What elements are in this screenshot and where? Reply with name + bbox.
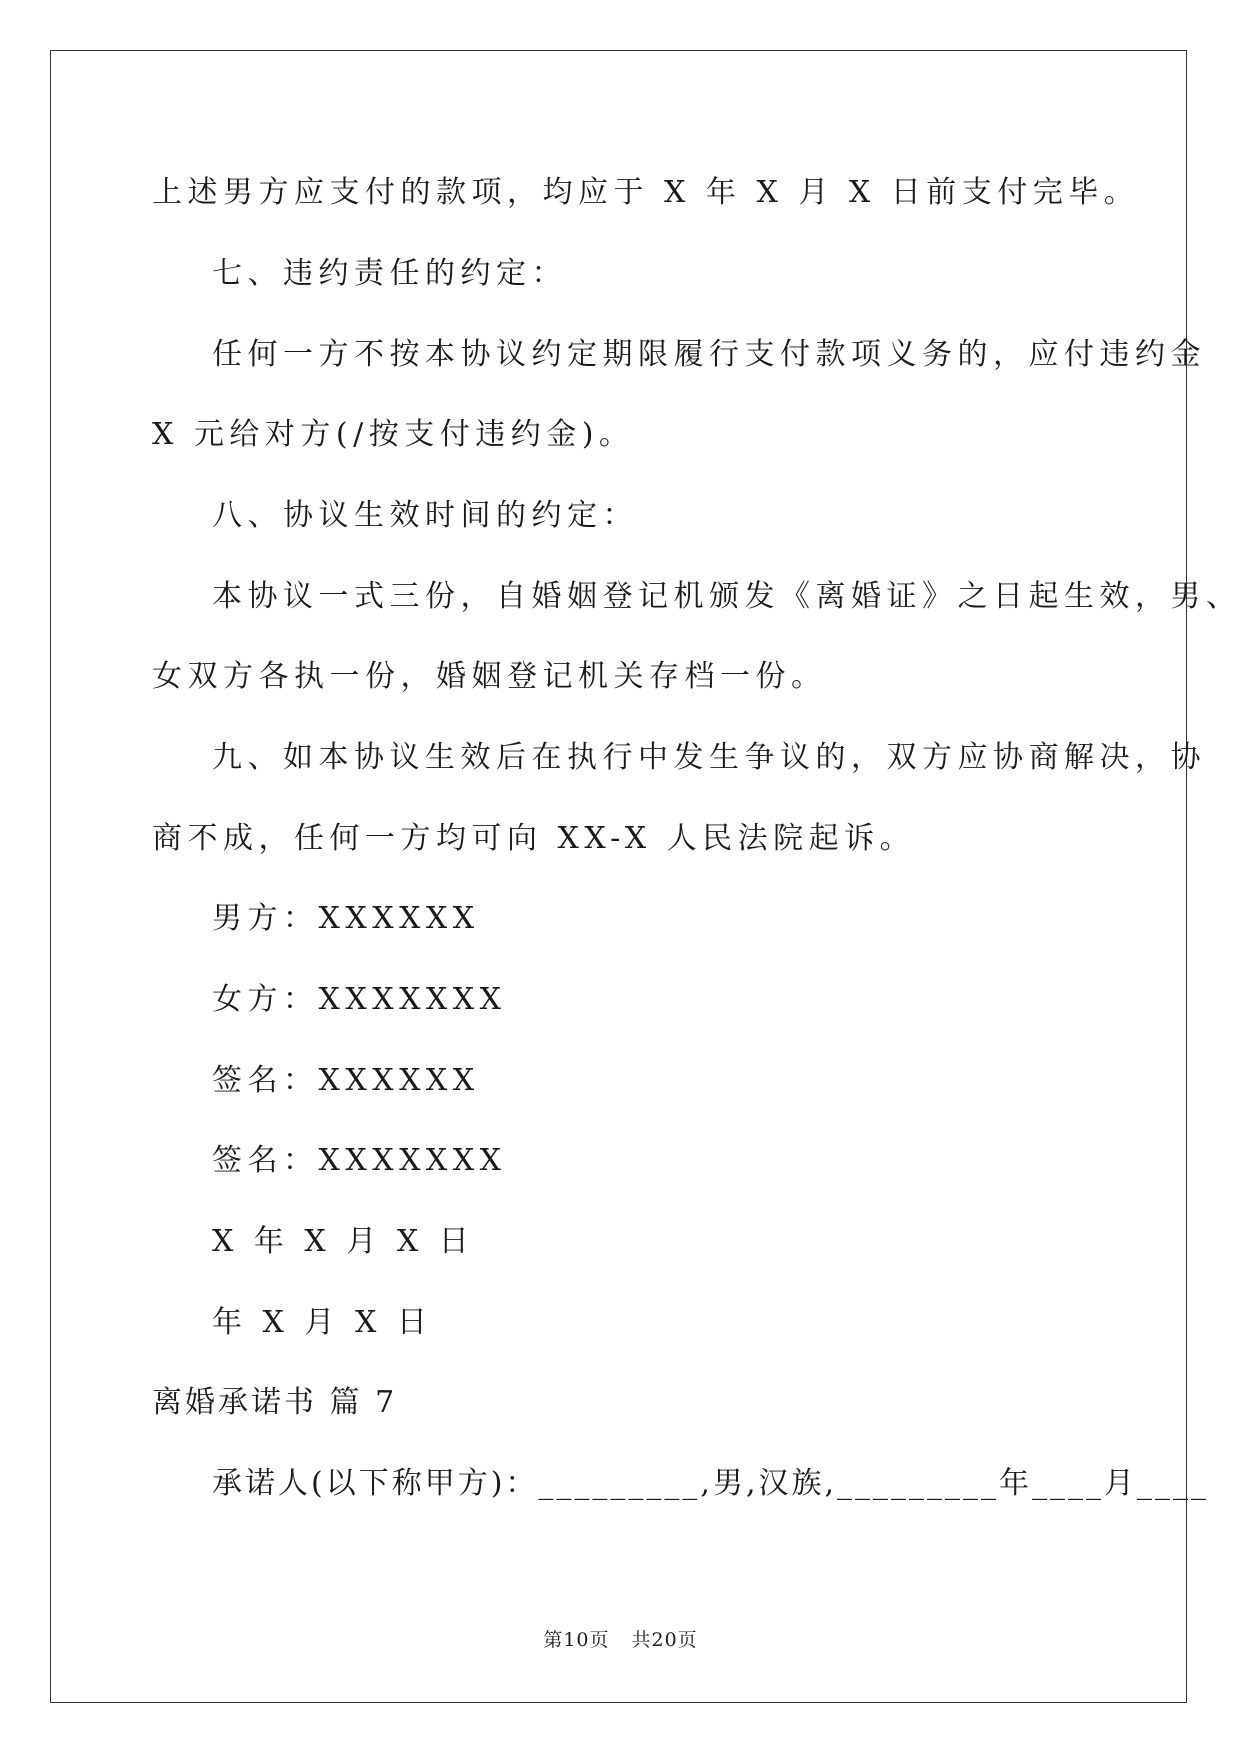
page-border bbox=[50, 50, 1187, 1703]
text-line: 商不成，任何一方均可向 XX-X 人民法院起诉。 bbox=[152, 821, 916, 856]
text-line: 女双方各执一份，婚姻登记机关存档一份。 bbox=[152, 659, 827, 694]
text-line: 承诺人(以下称甲方)：_________,男,汉族,_________年____月____ bbox=[212, 1466, 1210, 1501]
section-heading: 离婚承诺书 篇 7 bbox=[152, 1385, 398, 1420]
text-line: 任何一方不按本协议约定期限履行支付款项义务的，应付违约金 bbox=[212, 337, 1206, 372]
text-line: 男方：XXXXXX bbox=[212, 901, 480, 936]
text-line: 女方：XXXXXXX bbox=[212, 982, 507, 1017]
text-line: X 年 X 月 X 日 bbox=[212, 1224, 475, 1259]
text-line: 本协议一式三份，自婚姻登记机颁发《离婚证》之日起生效，男、 bbox=[212, 579, 1241, 614]
text-line: 九、如本协议生效后在执行中发生争议的，双方应协商解决，协 bbox=[212, 740, 1206, 775]
text-line: 签名：XXXXXX bbox=[212, 1063, 480, 1098]
page-footer bbox=[0, 1628, 1241, 1652]
text-line: 年 X 月 X 日 bbox=[212, 1305, 433, 1340]
page-number: 第10页 bbox=[543, 1629, 610, 1651]
text-line: X 元给对方(/按支付违约金)。 bbox=[152, 417, 635, 452]
text-line: 上述男方应支付的款项，均应于 X 年 X 月 X 日前支付完毕。 bbox=[152, 175, 1140, 210]
text-line: 八、协议生效时间的约定： bbox=[212, 498, 638, 533]
text-line: 七、违约责任的约定： bbox=[212, 256, 567, 291]
page-total: 共20页 bbox=[631, 1629, 698, 1651]
text-line: 签名：XXXXXXX bbox=[212, 1143, 507, 1178]
